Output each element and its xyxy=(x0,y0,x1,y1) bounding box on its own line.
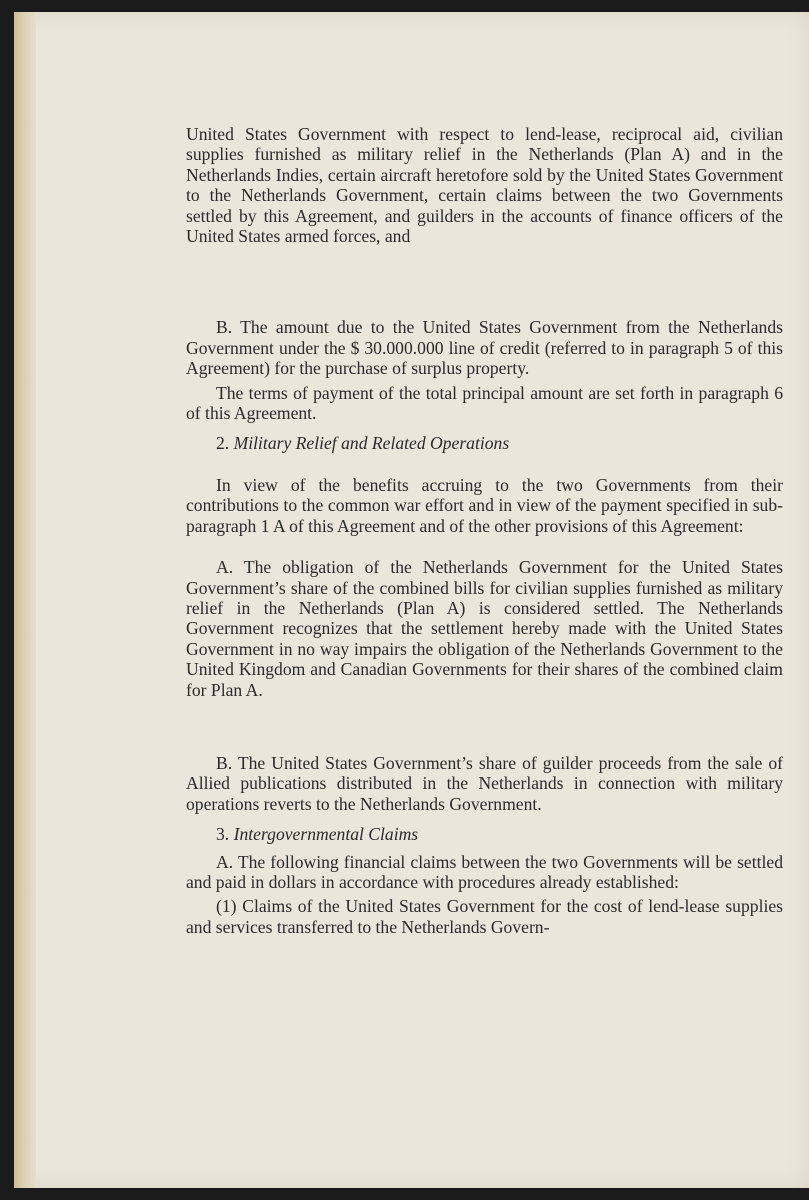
section-heading-3 xyxy=(186,824,783,844)
section-heading-2 xyxy=(186,433,783,453)
paragraph-1b: B. The amount due to the United States Government from the Netherlands Government under the $ 30.000.000 line of credit (referred to in paragraph 5 of this Agreement) for the purchase of surplus property. xyxy=(186,317,783,379)
section-number: 2. xyxy=(216,433,230,454)
section-title: Military Relief and Related Operations xyxy=(233,433,510,454)
paragraph-in-view: In view of the benefits accruing to the two Governments from their contributions to the common war effort and in view of the payment specified in sub-paragraph 1 A of this Agreement and of the other provisions of this Agreement: xyxy=(186,474,783,536)
page-spine xyxy=(14,12,36,1188)
paragraph-intro: United States Government with respect to lend-lease, reciprocal aid, civilian supplies furnished as military relief in the Netherlands (Plan A) and in the Netherlands Indies, certain aircraft heretofore sold by the United States Government to the Netherlands Government, certain claims between the two Governments settled by this Agreement, and guilders in the accounts of finance officers of the United States armed forces, and xyxy=(186,124,783,247)
paragraph-2b: B. The United States Government’s share of guilder proceeds from the sale of Allied publications distributed in the Netherlands in connection with military operations reverts to the Netherlands Government. xyxy=(186,752,783,814)
paragraph-3a-1: (1) Claims of the United States Government for the cost of lend-lease supplies and services transferred to the Netherlands Govern- xyxy=(186,896,783,937)
document-page xyxy=(14,12,809,1188)
section-title: Intergovernmental Claims xyxy=(233,824,419,845)
section-number: 3. xyxy=(216,824,230,845)
paragraph-2a: A. The obligation of the Netherlands Government for the United States Government’s share of the combined bills for civilian supplies furnished as military relief in the Netherlands (Plan A) is considered settled. The Netherlands Government recognizes that the settlement hereby made with the United States Government in no way impairs the obligation of the Netherlands Government to the United Kingdom and Canadian Governments for their shares of the combined claim for Plan A. xyxy=(186,557,783,700)
body-text xyxy=(186,104,783,937)
paragraph-payment-terms: The terms of payment of the total principal amount are set forth in paragraph 6 of this Agreement. xyxy=(186,382,783,424)
paragraph-3a: A. The following financial claims between the two Governments will be settled and paid in dollars in accordance with procedures already established: xyxy=(186,851,783,892)
